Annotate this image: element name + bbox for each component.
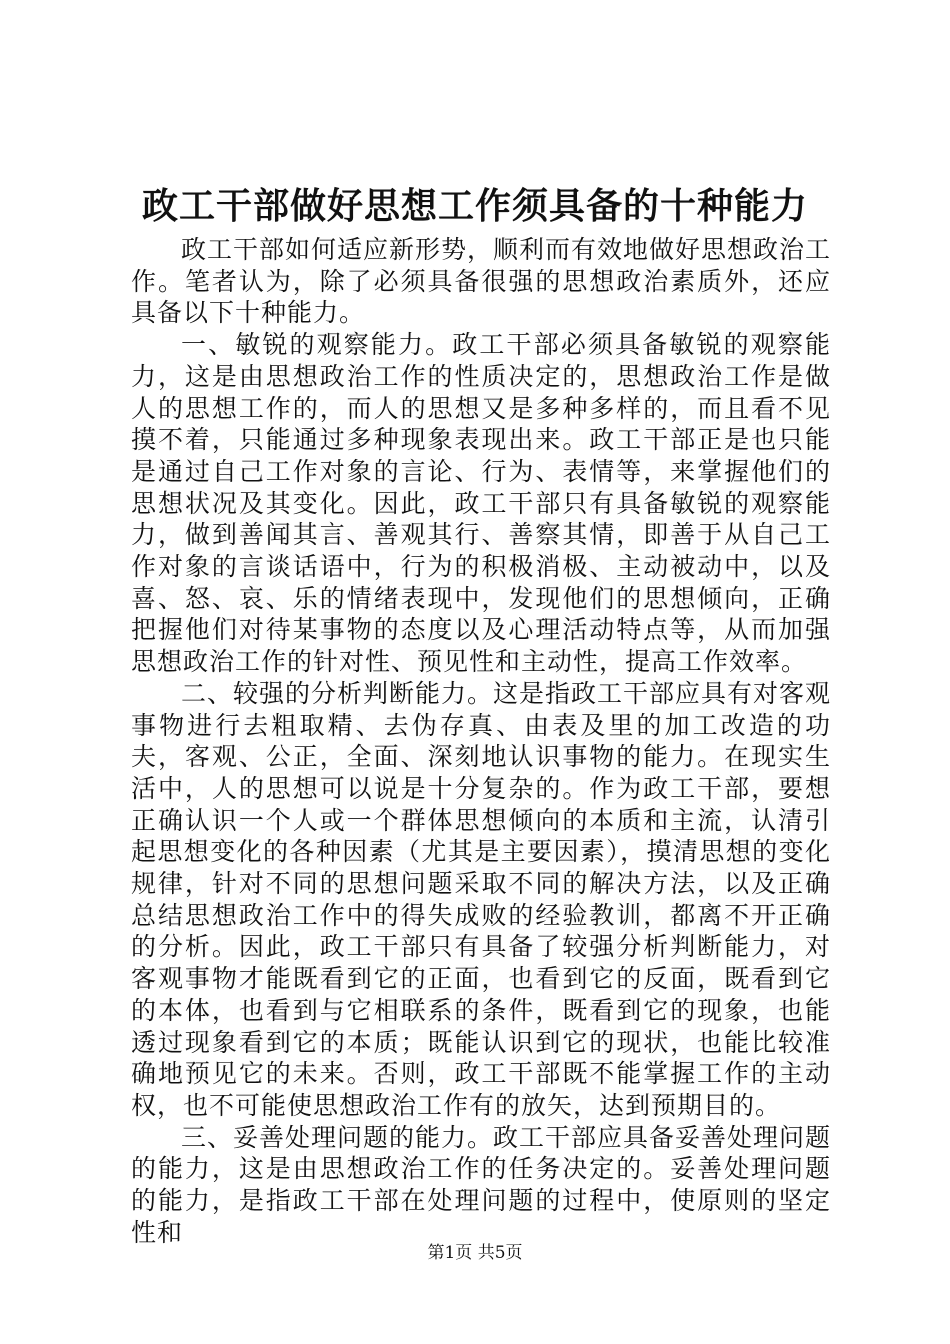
paragraph-analysis: 二、较强的分析判断能力。这是指政工干部应具有对客观事物进行去粗取精、去伪存真、由表及里的加工改造的功夫，客观、公正，全面、深刻地认识事物的能力。在现实生活中，人的思想可以说是十分复杂的。作为政工干部，要想正确认识一个人或一个群体思想倾向的本质和主流，认清引起思想变化的各种因素（尤其是主要因素），摸清思想的变化规律，针对不同的思想问题采取不同的解决方法，以及正确总结思想政治工作中的得失成败的经验教训，都离不开正确的分析。因此，政工干部只有具备了较强分析判断能力，对客观事物才能既看到它的正面，也看到它的反面，既看到它的本体，也看到与它相联系的条件，既看到它的现象，也能透过现象看到它的本质；既能认识到它的现状，也能比较准确地预见它的未来。否则，政工干部既不能掌握工作的主动权，也不可能使思想政治工作有的放矢，达到预期目的。 xyxy=(131,678,832,1120)
paragraph-observation: 一、敏锐的观察能力。政工干部必须具备敏锐的观察能力，这是由思想政治工作的性质决定的，思想政治工作是做人的思想工作的，而人的思想又是多种多样的，而且看不见摸不着，只能通过多种现象表现出来。政工干部正是也只能是通过自己工作对象的言论、行为、表情等，来掌握他们的思想状况及其变化。因此，政工干部只有具备敏锐的观察能力，做到善闻其言、善观其行、善察其情，即善于从自己工作对象的言谈话语中，行为的积极消极、主动被动中，以及喜、怒、哀、乐的情绪表现中，发现他们的思想倾向，正确把握他们对待某事物的态度以及心理活动特点等，从而加强思想政治工作的针对性、预见性和主动性，提高工作效率。 xyxy=(131,330,831,677)
document-body xyxy=(131,234,831,1249)
paragraph-intro: 政工干部如何适应新形势，顺利而有效地做好思想政治工作。笔者认为，除了必须具备很强的思想政治素质外，还应具备以下十种能力。 xyxy=(131,235,832,328)
page-footer: 第1页 共5页 xyxy=(427,1243,523,1263)
paragraph-problem-solving: 三、妥善处理问题的能力。政工干部应具备妥善处理问题的能力，这是由思想政治工作的任务决定的。妥善处理问题的能力，是指政工干部在处理问题的过程中，使原则的坚定性和 xyxy=(131,1122,832,1247)
page-title: 政工干部做好思想工作须具备的十种能力 xyxy=(141,185,808,227)
